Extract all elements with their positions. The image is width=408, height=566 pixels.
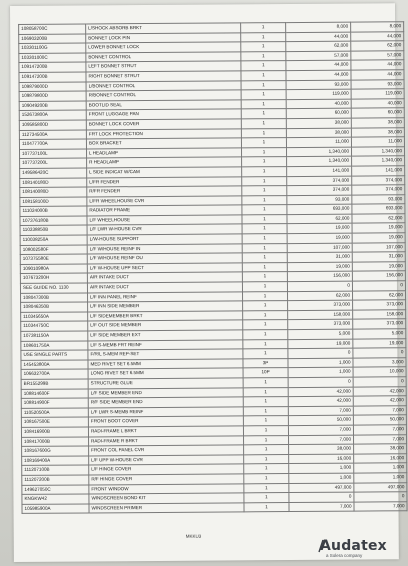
- part-number-cell: 106903200B: [19, 34, 86, 44]
- logo-tagline: a Solera company: [326, 553, 363, 558]
- total-price-cell: 16,000: [354, 453, 407, 463]
- part-number-cell: 108167500E: [21, 417, 88, 427]
- total-price-cell: 373,000: [353, 300, 406, 310]
- description-cell: FRONT COL PANEL CVR: [89, 445, 244, 456]
- parts-table-body: [19, 22, 407, 514]
- total-price-cell: 156,000: [352, 271, 405, 281]
- part-number-cell: 105985900A: [22, 504, 89, 514]
- total-price-cell: 38,000: [351, 127, 404, 137]
- quantity-cell: 1: [242, 234, 287, 244]
- unit-price-cell: 141,000: [287, 166, 352, 176]
- total-price-cell: 11,000: [351, 137, 404, 147]
- part-number-cell: 108140080D: [20, 187, 87, 197]
- unit-price-cell: 19,000: [287, 224, 352, 234]
- quantity-cell: 1: [242, 186, 287, 196]
- part-number-cell: 149586420C: [20, 168, 87, 178]
- unit-price-cell: 1,000: [288, 358, 353, 368]
- description-cell: LOWER BONNET LOCK: [86, 42, 241, 53]
- description-cell: AIR INTAKE DUCT: [87, 272, 242, 283]
- quantity-cell: 1: [242, 214, 287, 224]
- quantity-cell: 1: [243, 320, 288, 330]
- total-price-cell: 8,000: [351, 22, 404, 32]
- description-cell: L/F UPP W-HOUSE CVR: [89, 455, 244, 466]
- part-number-cell: 107737100L: [19, 149, 86, 159]
- quantity-cell: 1: [242, 176, 287, 186]
- part-number-cell: 108167600G: [22, 446, 89, 456]
- unit-price-cell: 7,000: [288, 406, 353, 416]
- total-price-cell: 1,340,000: [352, 156, 405, 166]
- total-price-cell: 119,000: [351, 89, 404, 99]
- parts-table: [18, 21, 407, 514]
- quantity-cell: 1: [241, 109, 286, 119]
- total-price-cell: 40,000: [351, 99, 404, 109]
- description-cell: R/BONNET CONTROL: [86, 90, 241, 101]
- part-number-cell: 107381150A: [21, 331, 88, 341]
- description-cell: BOX BRACKET: [86, 138, 241, 149]
- part-number-cell: 109879800D: [19, 91, 86, 101]
- unit-price-cell: 31,000: [287, 252, 352, 262]
- quantity-cell: 1: [241, 51, 286, 61]
- total-price-cell: 93,000: [351, 79, 404, 89]
- part-number-cell: 108058700C: [19, 24, 86, 34]
- quantity-cell: 1: [242, 205, 287, 215]
- description-cell: AIR INTAKE DUCT: [87, 282, 242, 293]
- part-number-cell: 106632700A: [21, 369, 88, 379]
- description-cell: L/F LWR W-HOUSE CVR: [87, 224, 242, 235]
- quantity-cell: 1: [241, 90, 286, 100]
- total-price-cell: 374,000: [352, 175, 405, 185]
- part-number-cell: 112734500A: [19, 130, 86, 140]
- description-cell: L/W-HOUSE SUPPORT: [87, 234, 242, 245]
- document-sheet: [10, 3, 405, 562]
- unit-price-cell: 5,000: [288, 329, 353, 339]
- unit-price-cell: 62,000: [287, 214, 352, 224]
- total-price-cell: 31,000: [352, 252, 405, 262]
- logo-wordmark: Audatex: [320, 538, 387, 554]
- description-cell: F/R/L S-MEM REP-SET: [88, 349, 243, 360]
- unit-price-cell: 8,000: [286, 22, 351, 32]
- unit-price-cell: 62,000: [287, 291, 352, 301]
- unit-price-cell: 42,000: [288, 396, 353, 406]
- unit-price-cell: 693,000: [287, 204, 352, 214]
- description-cell: FRONT WINDOW: [89, 483, 244, 494]
- part-number-cell: 108417000B: [22, 436, 89, 446]
- total-price-cell: 42,000: [353, 396, 406, 406]
- description-cell: R/F HINGE COVER: [89, 474, 244, 485]
- unit-price-cell: 7,000: [289, 435, 354, 445]
- total-price-cell: 693,000: [352, 204, 405, 214]
- quantity-cell: 1: [243, 387, 288, 397]
- total-price-cell: 141,000: [352, 166, 405, 176]
- unit-price-cell: 497,000: [289, 483, 354, 493]
- description-cell: RADI-FRAME R BRKT: [89, 435, 244, 446]
- quantity-cell: 1: [242, 157, 287, 167]
- part-number-cell: 111207200B: [22, 475, 89, 485]
- unit-price-cell: 1,340,000: [286, 147, 351, 157]
- part-number-cell: 103301000C: [19, 53, 86, 63]
- part-number-cell: SEE GUIDE NO. 1130: [20, 283, 87, 293]
- description-cell: FRONT LUGGAGE PAN: [86, 109, 241, 120]
- part-number-cell: 108814900F: [21, 398, 88, 408]
- quantity-cell: 1: [242, 262, 287, 272]
- total-price-cell: 0: [354, 492, 407, 502]
- unit-price-cell: 1,340,000: [287, 156, 352, 166]
- quantity-cell: 1: [241, 23, 286, 33]
- total-price-cell: 62,000: [351, 41, 404, 51]
- description-cell: L/F S-MEMB FRT REINF: [88, 339, 243, 350]
- unit-price-cell: 60,000: [286, 108, 351, 118]
- part-number-cell: 111024000B: [20, 206, 87, 216]
- total-price-cell: 1,000: [354, 473, 407, 483]
- total-price-cell: 44,000: [351, 60, 404, 70]
- unit-price-cell: 93,000: [286, 80, 351, 90]
- quantity-cell: 1: [241, 42, 286, 52]
- description-cell: LEFT BONNET STRUT: [86, 61, 241, 72]
- quantity-cell: 1: [242, 224, 287, 234]
- part-number-cell: 110038250A: [20, 235, 87, 245]
- total-price-cell: 3,000: [353, 358, 406, 368]
- quantity-cell: 1: [244, 473, 289, 483]
- part-number-cell: 108416900B: [21, 427, 88, 437]
- total-price-cell: 374,000: [352, 185, 405, 195]
- unit-price-cell: 158,000: [288, 310, 353, 320]
- unit-price-cell: 0: [288, 377, 353, 387]
- unit-price-cell: 38,000: [289, 444, 354, 454]
- description-cell: L/FR FENDER: [87, 176, 242, 187]
- quantity-cell: 1: [243, 339, 288, 349]
- part-number-cell: KNGKW42: [22, 494, 89, 504]
- description-cell: L/F SIDE MEMBER END: [88, 387, 243, 398]
- description-cell: R HEADLAMP: [87, 157, 242, 168]
- total-price-cell: 19,000: [352, 233, 405, 243]
- part-number-cell: 107375580E: [20, 254, 87, 264]
- total-price-cell: 0: [353, 348, 406, 358]
- part-number-cell: USE SINGLE PARTS: [21, 350, 88, 360]
- total-price-cell: 50,000: [353, 415, 406, 425]
- part-number-cell: BR155299B: [21, 379, 88, 389]
- quantity-cell: 1: [241, 147, 286, 157]
- quantity-cell: 1: [241, 32, 286, 42]
- unit-price-cell: 38,000: [286, 118, 351, 128]
- quantity-cell: 3P: [243, 358, 288, 368]
- description-cell: L/F W-HOUSE UPP SECT: [87, 263, 242, 274]
- description-cell: LONG RIVET SET 6.5MM: [88, 368, 243, 379]
- description-cell: WINDSCREEN PRIMER: [89, 503, 244, 514]
- part-number-cell: 109010980A: [20, 264, 87, 274]
- total-price-cell: 19,000: [352, 262, 405, 272]
- total-price-cell: 38,000: [351, 118, 404, 128]
- total-price-cell: 60,000: [351, 108, 404, 118]
- total-price-cell: 62,000: [352, 214, 405, 224]
- part-number-cell: 110520500A: [21, 408, 88, 418]
- part-number-cell: 145453800A: [21, 360, 88, 370]
- unit-price-cell: 156,000: [287, 272, 352, 282]
- unit-price-cell: 1,000: [288, 367, 353, 377]
- quantity-cell: 1: [244, 493, 289, 503]
- description-cell: L/F INN PANEL REINF: [88, 292, 243, 303]
- unit-price-cell: 44,000: [286, 32, 351, 42]
- unit-price-cell: 57,000: [286, 51, 351, 61]
- total-price-cell: 7,000: [354, 501, 407, 511]
- description-cell: L/SHOCK ABSORB BRKT: [86, 23, 241, 34]
- part-number-cell: 110338850B: [20, 225, 87, 235]
- total-price-cell: 19,000: [352, 223, 405, 233]
- unit-price-cell: 93,000: [287, 195, 352, 205]
- total-price-cell: 373,000: [353, 319, 406, 329]
- total-price-cell: 19,000: [353, 338, 406, 348]
- total-price-cell: 158,000: [353, 310, 406, 320]
- description-cell: FRONT BOOT COVER: [88, 416, 243, 427]
- description-cell: L/FR WHEELHOUSE CVR: [87, 196, 242, 207]
- part-number-cell: 108158100D: [20, 197, 87, 207]
- quantity-cell: 1: [243, 330, 288, 340]
- unit-price-cell: 44,000: [286, 70, 351, 80]
- description-cell: L SIDE INDICAT W/CAM: [87, 167, 242, 178]
- audatex-logo: [320, 538, 390, 560]
- unit-price-cell: 119,000: [286, 89, 351, 99]
- quantity-cell: 1: [241, 99, 286, 109]
- description-cell: R/F SIDE MEMBER END: [88, 397, 243, 408]
- total-price-cell: 38,000: [354, 444, 407, 454]
- description-cell: L/F INN SIDE MEMBER: [88, 301, 243, 312]
- total-price-cell: 497,000: [354, 482, 407, 492]
- total-price-cell: 7,000: [354, 434, 407, 444]
- part-number-cell: 107737200L: [20, 158, 87, 168]
- description-cell: FRT LOCK PROTECTION: [86, 128, 241, 139]
- part-number-cell: 149627050C: [22, 484, 89, 494]
- part-number-cell: 152673800A: [19, 110, 86, 120]
- quantity-cell: 1: [242, 243, 287, 253]
- total-price-cell: 44,000: [351, 31, 404, 41]
- part-number-cell: 108047300B: [21, 293, 88, 303]
- description-cell: L/F OUT SIDE MEMBER: [88, 320, 243, 331]
- description-cell: L/F HINGE COVER: [89, 464, 244, 475]
- part-number-cell: 110345650A: [21, 312, 88, 322]
- unit-price-cell: 374,000: [287, 176, 352, 186]
- unit-price-cell: 374,000: [287, 185, 352, 195]
- total-price-cell: 1,000: [354, 463, 407, 473]
- total-price-cell: 107,000: [352, 242, 405, 252]
- description-cell: L/F W/HOUSE REINF OU: [87, 253, 242, 264]
- part-number-cell: 108169400A: [22, 456, 89, 466]
- description-cell: L/F W/HOUSE REINF IN: [87, 244, 242, 255]
- quantity-cell: 1: [243, 416, 288, 426]
- description-cell: WINDSCREEN BOND KIT: [89, 493, 244, 504]
- quantity-cell: 1: [244, 483, 289, 493]
- total-price-cell: 1,340,000: [351, 146, 404, 156]
- quantity-cell: 1: [241, 119, 286, 129]
- unit-price-cell: 40,000: [286, 99, 351, 109]
- part-number-cell: 103301100G: [19, 43, 86, 53]
- quantity-cell: 1: [242, 195, 287, 205]
- page-code: MKKU3: [185, 533, 202, 539]
- part-number-cell: 109049200B: [19, 101, 86, 111]
- description-cell: RADIATOR FRAME: [87, 205, 242, 216]
- description-cell: L/F SIDE MEMBER EXT: [88, 330, 243, 341]
- description-cell: L/F SIDEMEMBER BRKT: [88, 311, 243, 322]
- part-number-cell: 107673200H: [20, 273, 87, 283]
- unit-price-cell: 19,000: [287, 262, 352, 272]
- quantity-cell: 1: [243, 310, 288, 320]
- part-number-cell: 108140180D: [20, 177, 87, 187]
- quantity-cell: 1: [241, 80, 286, 90]
- quantity-cell: 1: [244, 435, 289, 445]
- quantity-cell: 1: [241, 61, 286, 71]
- quantity-cell: 1: [243, 349, 288, 359]
- quantity-cell: 1: [243, 378, 288, 388]
- quantity-cell: 1: [242, 166, 287, 176]
- description-cell: BONNET LOCK PIN: [86, 32, 241, 43]
- quantity-cell: 1: [243, 406, 288, 416]
- unit-price-cell: 7,000: [288, 425, 353, 435]
- quantity-cell: 1: [242, 291, 287, 301]
- quantity-cell: 1: [242, 253, 287, 263]
- unit-price-cell: 0: [287, 281, 352, 291]
- description-cell: L/F WHEELHOUSE: [87, 215, 242, 226]
- description-cell: BONNET CONTROL: [86, 52, 241, 63]
- table-row: [22, 501, 407, 513]
- part-number-cell: 109585800D: [19, 120, 86, 130]
- quantity-cell: 1: [244, 454, 289, 464]
- description-cell: L/F LWR S-MEMB REINF: [88, 407, 243, 418]
- unit-price-cell: 1,000: [289, 473, 354, 483]
- total-price-cell: 7,000: [353, 405, 406, 415]
- quantity-cell: 1: [242, 282, 287, 292]
- part-number-cell: 108046350B: [21, 302, 88, 312]
- quantity-cell: 1: [241, 128, 286, 138]
- unit-price-cell: 11,000: [286, 137, 351, 147]
- total-price-cell: 5,000: [353, 329, 406, 339]
- total-price-cell: 0: [352, 281, 405, 291]
- part-number-cell: 109147200B: [19, 62, 86, 72]
- total-price-cell: 44,000: [351, 70, 404, 80]
- description-cell: BONNET LOCK COVER: [86, 119, 241, 130]
- unit-price-cell: 19,000: [288, 339, 353, 349]
- part-number-cell: 109147200B: [19, 72, 86, 82]
- quantity-cell: 10P: [243, 368, 288, 378]
- part-number-cell: 108814600F: [21, 389, 88, 399]
- unit-price-cell: 0: [288, 348, 353, 358]
- quantity-cell: 1: [243, 397, 288, 407]
- part-number-cell: 108601750A: [21, 341, 88, 351]
- unit-price-cell: 1,000: [289, 463, 354, 473]
- total-price-cell: 62,000: [352, 290, 405, 300]
- description-cell: STRUCTURE GLUE: [88, 378, 243, 389]
- description-cell: R/FR FENDER: [87, 186, 242, 197]
- unit-price-cell: 50,000: [288, 415, 353, 425]
- unit-price-cell: 7,000: [289, 502, 354, 512]
- unit-price-cell: 19,000: [287, 233, 352, 243]
- unit-price-cell: 16,000: [289, 454, 354, 464]
- unit-price-cell: 373,000: [288, 320, 353, 330]
- total-price-cell: 57,000: [351, 51, 404, 61]
- total-price-cell: 7,000: [353, 425, 406, 435]
- part-number-cell: 110344750C: [21, 321, 88, 331]
- unit-price-cell: 107,000: [287, 243, 352, 253]
- unit-price-cell: 373,000: [288, 300, 353, 310]
- part-number-cell: 107376180B: [20, 216, 87, 226]
- part-number-cell: 109879000D: [19, 82, 86, 92]
- total-price-cell: 10,000: [353, 367, 406, 377]
- quantity-cell: 1: [244, 464, 289, 474]
- quantity-cell: 1: [241, 138, 286, 148]
- quantity-cell: 1: [243, 301, 288, 311]
- description-cell: RIGHT BONNET STRUT: [86, 71, 241, 82]
- description-cell: BOOTLID SEAL: [86, 100, 241, 111]
- description-cell: L HEADLAMP: [86, 148, 241, 159]
- unit-price-cell: 62,000: [286, 41, 351, 51]
- unit-price-cell: 44,000: [286, 60, 351, 70]
- quantity-cell: 1: [241, 71, 286, 81]
- quantity-cell: 1: [244, 445, 289, 455]
- unit-price-cell: 0: [289, 492, 354, 502]
- description-cell: MED RIVET SET 6.5MM: [88, 359, 243, 370]
- unit-price-cell: 38,000: [286, 128, 351, 138]
- total-price-cell: 93,000: [352, 194, 405, 204]
- part-number-cell: 110477700A: [19, 139, 86, 149]
- part-number-cell: 108002580F: [20, 245, 87, 255]
- quantity-cell: 1: [243, 426, 288, 436]
- part-number-cell: 111207100B: [22, 465, 89, 475]
- description-cell: RADI-FRAME L BRKT: [88, 426, 243, 437]
- total-price-cell: 42,000: [353, 386, 406, 396]
- total-price-cell: 0: [353, 377, 406, 387]
- quantity-cell: 1: [242, 272, 287, 282]
- description-cell: L/BONNET CONTROL: [86, 80, 241, 91]
- unit-price-cell: 42,000: [288, 387, 353, 397]
- quantity-cell: 1: [244, 502, 289, 512]
